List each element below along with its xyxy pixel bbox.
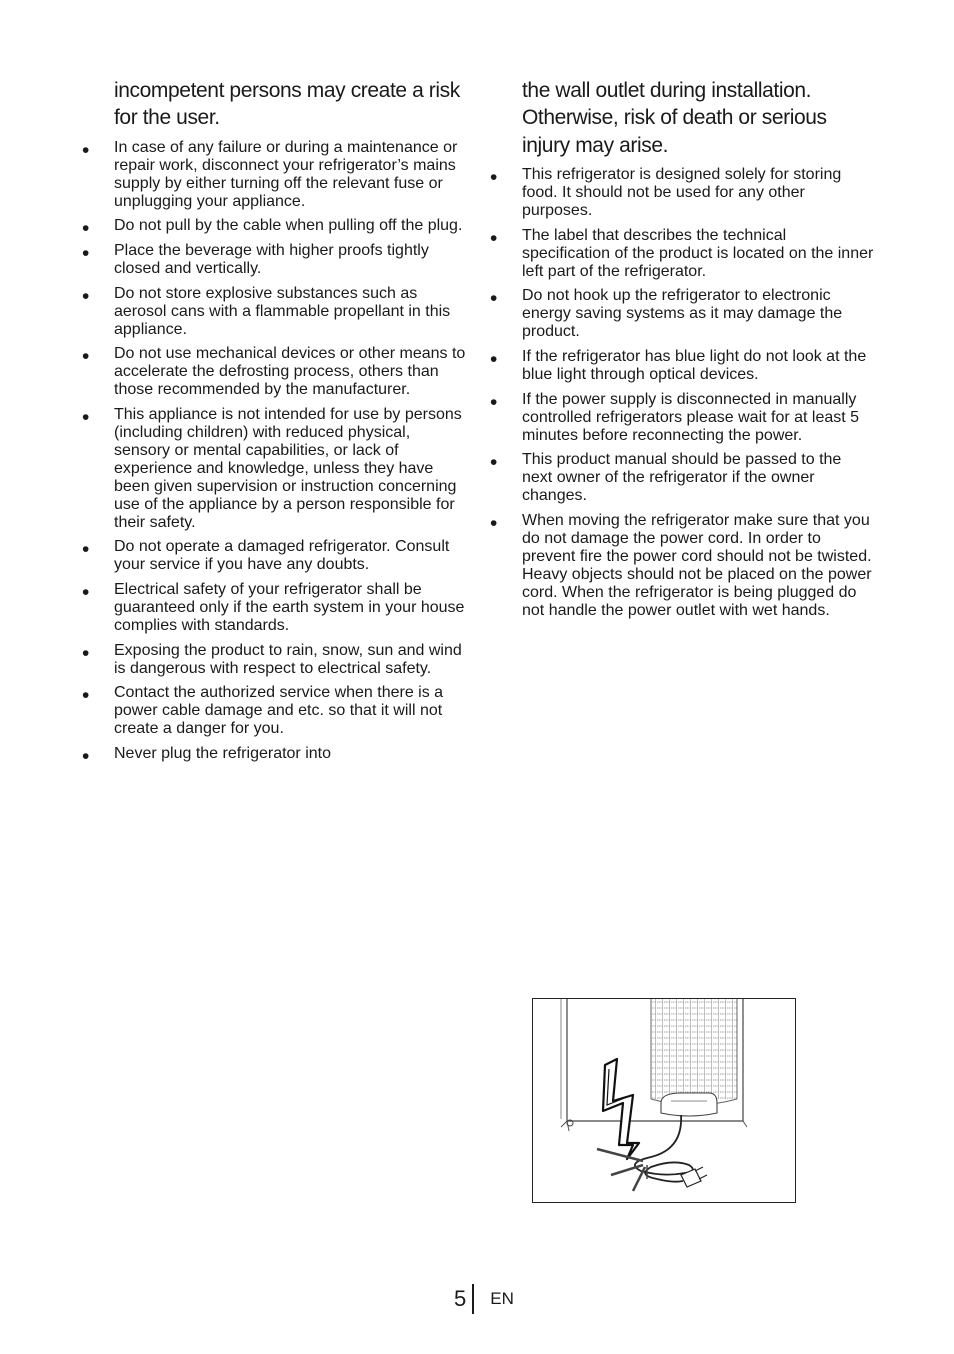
list-item: • Never plug the refrigerator into <box>82 745 467 763</box>
right-column <box>490 77 875 626</box>
refrigerator-back <box>561 999 747 1131</box>
list-item: • Place the beverage with higher proofs tightly closed and vertically. <box>82 242 467 278</box>
list-item: • If the refrigerator has blue light do not look at the blue light through optical devices. <box>490 348 875 384</box>
page-number: 5 <box>454 1286 467 1311</box>
list-item: • This product manual should be passed to the next owner of the refrigerator if the owner changes. <box>490 451 875 505</box>
list-item: • When moving the refrigerator make sure that you do not damage the power cord. In order to prevent fire the power cord should not be twisted. Heavy objects should not be placed on the power cord. When the refrigerator is being plugged do not handle the power outlet with wet hands. <box>490 512 875 620</box>
lightning-bolt-icon <box>603 1059 639 1159</box>
list-item: • This refrigerator is designed solely for storing food. It should not be used for any other purposes. <box>490 166 875 220</box>
list-item: • Do not pull by the cable when pulling off the plug. <box>82 217 467 235</box>
list-item: • This appliance is not intended for use by persons (including children) with reduced physical, sensory or mental capabilities, or lack of experience and knowledge, unless they have been given supervision or instruction concerning use of the appliance by a person responsible for their safety. <box>82 406 467 532</box>
safety-list <box>490 166 875 620</box>
language-code: EN <box>490 1289 514 1308</box>
list-item: • If the power supply is disconnected in manually controlled refrigerators please wait for at least 5 minutes before reconnecting the power. <box>490 391 875 445</box>
list-item: • In case of any failure or during a maintenance or repair work, disconnect your refrigerator’s mains supply by either turning off the relevant fuse or unplugging your appliance. <box>82 139 467 211</box>
footer-divider <box>472 1284 474 1314</box>
list-item: • The label that describes the technical specification of the product is located on the inner left part of the refrigerator. <box>490 227 875 281</box>
refrigerator-power-cord-illustration <box>532 998 796 1203</box>
list-item: • Do not use mechanical devices or other means to accelerate the defrosting process, others than those recommended by the manufacturer. <box>82 345 467 399</box>
continued-text: incompetent persons may create a risk for the user. <box>114 79 460 130</box>
power-plug-icon <box>681 1167 707 1187</box>
list-item: • Do not hook up the refrigerator to electronic energy saving systems as it may damage the product. <box>490 287 875 341</box>
page-footer <box>454 1284 514 1314</box>
continued-text: the wall outlet during installation. Otherwise, risk of death or serious injury may arise. <box>522 79 827 157</box>
list-item: • Electrical safety of your refrigerator shall be guaranteed only if the earth system in your house complies with standards. <box>82 581 467 635</box>
safety-list <box>82 139 467 763</box>
list-item: • Contact the authorized service when there is a power cable damage and etc. so that it will not create a danger for you. <box>82 684 467 738</box>
list-item: • Exposing the product to rain, snow, sun and wind is dangerous with respect to electrical safety. <box>82 642 467 678</box>
left-column <box>82 77 467 769</box>
list-item: • Do not store explosive substances such as aerosol cans with a flammable propellant in this appliance. <box>82 285 467 339</box>
list-item: • Do not operate a damaged refrigerator. Consult your service if you have any doubts. <box>82 538 467 574</box>
